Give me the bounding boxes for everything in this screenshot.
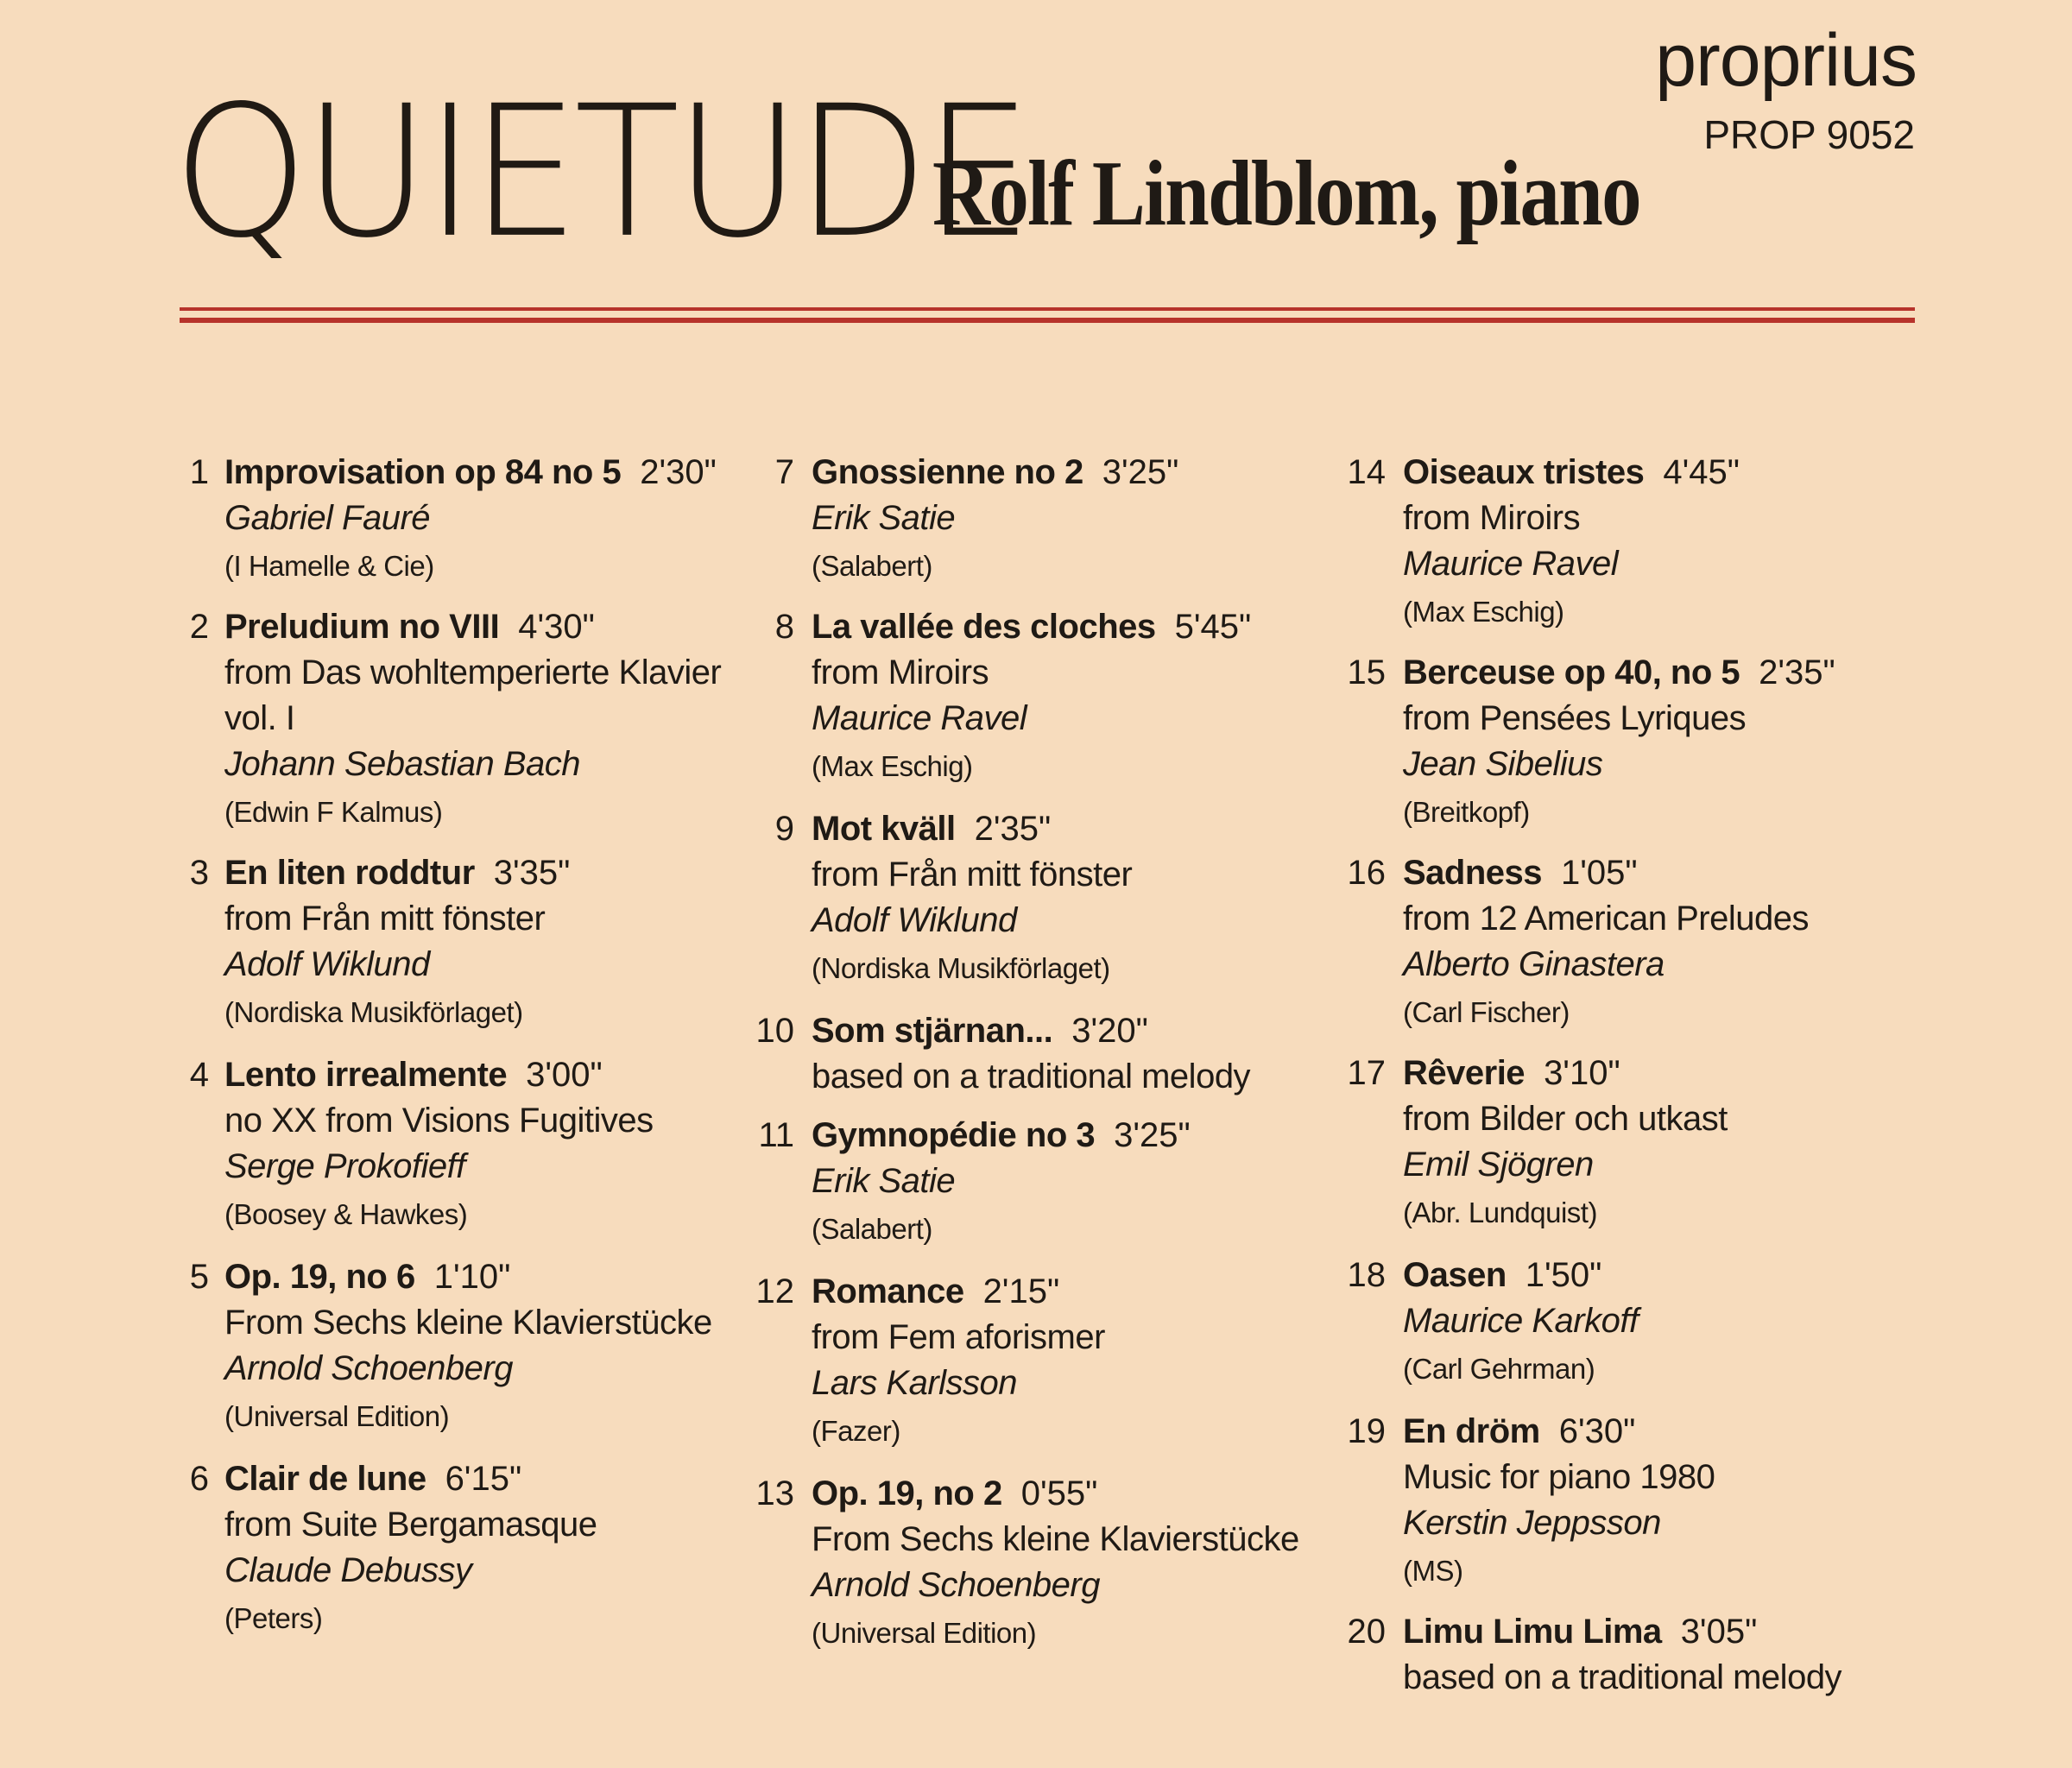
track-title: Op. 19, no 6 xyxy=(224,1258,415,1296)
track-item xyxy=(1347,1608,1955,1701)
track-number: 15 xyxy=(1347,654,1386,691)
track-item xyxy=(1347,1408,1955,1596)
track-publisher: (Salabert) xyxy=(812,550,932,582)
track-number: 16 xyxy=(1347,854,1386,892)
track-source: based on a traditional melody xyxy=(1403,1658,1842,1696)
track-source: from Pensées Lyriques xyxy=(1403,699,1747,737)
track-heading xyxy=(812,603,1364,650)
track-item xyxy=(1347,449,1955,637)
track-composer: Johann Sebastian Bach xyxy=(224,745,581,783)
track-title: Sadness xyxy=(1403,854,1543,892)
track-source: based on a traditional melody xyxy=(812,1058,1251,1096)
track-heading xyxy=(812,1112,1364,1159)
track-number: 9 xyxy=(774,810,794,848)
track-source: from Från mitt fönster xyxy=(224,900,546,938)
tracklist-column-1 xyxy=(173,449,760,1658)
track-duration: 3'25" xyxy=(1102,453,1179,491)
track-number: 18 xyxy=(1347,1256,1386,1294)
catalog-number: PROP 9052 xyxy=(1703,112,1915,157)
track-item xyxy=(173,603,760,837)
track-title: Gnossienne no 2 xyxy=(812,453,1083,491)
track-item xyxy=(755,1470,1364,1658)
track-item xyxy=(1347,849,1955,1038)
artist-name: Rolf Lindblom, piano xyxy=(932,142,1640,245)
track-duration: 6'15" xyxy=(445,1460,522,1498)
track-duration: 2'15" xyxy=(982,1272,1060,1310)
track-source: no XX from Visions Fugitives xyxy=(224,1102,654,1140)
track-number: 8 xyxy=(774,608,794,646)
track-publisher: (Carl Fischer) xyxy=(1403,996,1570,1028)
track-source: from Miroirs xyxy=(812,654,989,691)
track-publisher: (Peters) xyxy=(224,1602,323,1634)
track-item xyxy=(173,1253,760,1442)
track-title: Berceuse op 40, no 5 xyxy=(1403,654,1740,691)
track-publisher: (Breitkopf) xyxy=(1403,796,1530,828)
track-title: En liten roddtur xyxy=(224,854,475,892)
track-heading xyxy=(1403,1050,1955,1096)
track-number: 17 xyxy=(1347,1054,1386,1092)
track-number: 13 xyxy=(755,1474,794,1512)
track-heading xyxy=(224,449,760,496)
track-heading xyxy=(224,849,760,896)
track-heading xyxy=(1403,649,1955,696)
track-number: 5 xyxy=(189,1258,209,1296)
track-publisher: (Abr. Lundquist) xyxy=(1403,1197,1597,1228)
track-duration: 4'30" xyxy=(518,608,595,646)
track-source: vol. I xyxy=(224,699,295,737)
track-source: from Från mitt fönster xyxy=(812,856,1133,893)
track-title: Improvisation op 84 no 5 xyxy=(224,453,622,491)
track-composer: Maurice Ravel xyxy=(1403,545,1619,583)
track-title: Rêverie xyxy=(1403,1054,1526,1092)
track-composer: Erik Satie xyxy=(812,1162,956,1200)
track-composer: Serge Prokofieff xyxy=(224,1147,465,1185)
header-rule-top xyxy=(180,307,1915,311)
track-source: from 12 American Preludes xyxy=(1403,900,1809,938)
track-duration: 3'25" xyxy=(1114,1116,1191,1154)
track-publisher: (Boosey & Hawkes) xyxy=(224,1198,468,1230)
track-item xyxy=(173,449,760,591)
track-title: Oiseaux tristes xyxy=(1403,453,1645,491)
tracklist-column-2 xyxy=(755,449,1364,1672)
track-heading xyxy=(812,805,1364,852)
track-duration: 3'20" xyxy=(1071,1012,1148,1050)
track-composer: Adolf Wiklund xyxy=(812,901,1017,939)
track-publisher: (Max Eschig) xyxy=(1403,596,1564,628)
track-heading xyxy=(224,1051,760,1098)
track-duration: 2'35" xyxy=(974,810,1052,848)
track-publisher: (Nordiska Musikförlaget) xyxy=(812,952,1110,984)
header-rule-bottom xyxy=(180,318,1915,323)
track-duration: 3'10" xyxy=(1544,1054,1620,1092)
track-publisher: (Nordiska Musikförlaget) xyxy=(224,996,523,1028)
track-composer: Gabriel Fauré xyxy=(224,499,431,537)
track-item xyxy=(173,1455,760,1644)
track-source: from Das wohltemperierte Klavier xyxy=(224,654,722,691)
track-publisher: (Carl Gehrman) xyxy=(1403,1353,1595,1385)
track-duration: 1'50" xyxy=(1525,1256,1602,1294)
track-title: Som stjärnan... xyxy=(812,1012,1053,1050)
track-duration: 1'10" xyxy=(433,1258,511,1296)
track-publisher: (Edwin F Kalmus) xyxy=(224,796,443,828)
track-item xyxy=(760,449,1364,591)
track-source: from Bilder och utkast xyxy=(1403,1100,1728,1138)
track-source: from Suite Bergamasque xyxy=(224,1506,597,1544)
track-item xyxy=(1347,1252,1955,1394)
track-item xyxy=(173,849,760,1038)
track-number: 10 xyxy=(755,1012,794,1050)
track-heading xyxy=(1403,1408,1955,1455)
track-item xyxy=(1347,1050,1955,1238)
track-title: La vallée des cloches xyxy=(812,608,1156,646)
track-heading xyxy=(224,1253,760,1300)
record-label: proprius xyxy=(1655,19,1917,102)
track-composer: Erik Satie xyxy=(812,499,956,537)
track-heading xyxy=(224,1455,760,1502)
track-title: Oasen xyxy=(1403,1256,1507,1294)
track-title: Clair de lune xyxy=(224,1460,426,1498)
album-title: QUIETUDE xyxy=(173,66,1028,279)
track-heading xyxy=(812,1470,1364,1517)
track-title: En dröm xyxy=(1403,1412,1540,1450)
track-item xyxy=(760,805,1364,994)
track-heading xyxy=(1403,849,1955,896)
track-heading xyxy=(224,603,760,650)
track-number: 2 xyxy=(189,608,209,646)
track-source: from Fem aforismer xyxy=(812,1318,1105,1356)
track-title: Op. 19, no 2 xyxy=(812,1474,1002,1512)
track-item xyxy=(760,603,1364,792)
tracklist-column-3 xyxy=(1347,449,1955,1714)
track-publisher: (Universal Edition) xyxy=(812,1617,1037,1649)
track-publisher: (Fazer) xyxy=(812,1415,900,1447)
track-publisher: (I Hamelle & Cie) xyxy=(224,550,434,582)
track-number: 7 xyxy=(774,453,794,491)
track-item xyxy=(755,1007,1364,1100)
track-duration: 4'45" xyxy=(1663,453,1740,491)
track-composer: Arnold Schoenberg xyxy=(812,1566,1100,1604)
track-publisher: (Salabert) xyxy=(812,1213,932,1245)
track-heading xyxy=(812,449,1364,496)
track-number: 20 xyxy=(1347,1613,1386,1651)
track-title: Lento irrealmente xyxy=(224,1056,508,1094)
track-composer: Emil Sjögren xyxy=(1403,1146,1594,1184)
track-duration: 0'55" xyxy=(1020,1474,1098,1512)
track-number: 1 xyxy=(189,453,209,491)
track-heading xyxy=(1403,1252,1955,1298)
track-heading xyxy=(1403,449,1955,496)
track-title: Romance xyxy=(812,1272,964,1310)
track-duration: 3'35" xyxy=(493,854,571,892)
track-duration: 3'05" xyxy=(1680,1613,1758,1651)
track-source: From Sechs kleine Klavierstücke xyxy=(812,1520,1299,1558)
track-composer: Arnold Schoenberg xyxy=(224,1349,513,1387)
track-number: 3 xyxy=(189,854,209,892)
track-publisher: (Max Eschig) xyxy=(812,750,973,782)
track-item xyxy=(755,1268,1364,1456)
track-heading xyxy=(1403,1608,1955,1655)
track-duration: 2'35" xyxy=(1759,654,1835,691)
track-composer: Adolf Wiklund xyxy=(224,945,430,983)
track-composer: Alberto Ginastera xyxy=(1403,945,1665,983)
track-composer: Maurice Ravel xyxy=(812,699,1027,737)
track-title: Limu Limu Lima xyxy=(1403,1613,1662,1651)
track-duration: 2'30" xyxy=(640,453,717,491)
track-number: 19 xyxy=(1347,1412,1386,1450)
track-heading xyxy=(812,1007,1364,1054)
track-publisher: (Universal Edition) xyxy=(224,1400,450,1432)
track-title: Gymnopédie no 3 xyxy=(812,1116,1096,1154)
track-title: Preludium no VIII xyxy=(224,608,500,646)
track-item xyxy=(173,1051,760,1240)
track-duration: 1'05" xyxy=(1561,854,1638,892)
track-source: From Sechs kleine Klavierstücke xyxy=(224,1304,712,1342)
track-number: 11 xyxy=(758,1116,794,1154)
track-composer: Claude Debussy xyxy=(224,1551,472,1589)
track-item xyxy=(1347,649,1955,837)
track-title: Mot kväll xyxy=(812,810,956,848)
track-duration: 3'00" xyxy=(526,1056,603,1094)
track-composer: Kerstin Jeppsson xyxy=(1403,1504,1661,1542)
track-composer: Maurice Karkoff xyxy=(1403,1302,1639,1340)
track-number: 4 xyxy=(189,1056,209,1094)
track-source: from Miroirs xyxy=(1403,499,1581,537)
track-number: 14 xyxy=(1347,453,1386,491)
track-composer: Lars Karlsson xyxy=(812,1364,1018,1402)
track-duration: 6'30" xyxy=(1558,1412,1636,1450)
track-publisher: (MS) xyxy=(1403,1555,1463,1587)
track-number: 6 xyxy=(189,1460,209,1498)
track-item xyxy=(760,1112,1364,1254)
track-duration: 5'45" xyxy=(1174,608,1252,646)
track-composer: Jean Sibelius xyxy=(1403,745,1603,783)
track-source: Music for piano 1980 xyxy=(1403,1458,1715,1496)
track-number: 12 xyxy=(755,1272,794,1310)
track-heading xyxy=(812,1268,1364,1315)
